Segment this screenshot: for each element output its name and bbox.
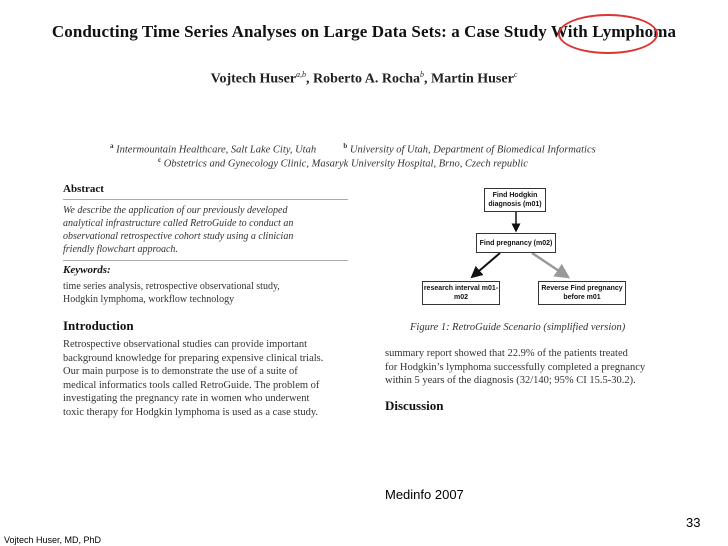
figure-flowchart [410,185,650,310]
introduction-line: Retrospective observational studies can provide important [63,339,308,350]
author-separator: , [306,71,314,87]
abstract-body [63,204,348,256]
abstract-line: observational retrospective cohort study using a clinician [63,231,294,242]
venue-label: Medinfo 2007 [385,487,464,502]
author-affiliation-mark: c [513,70,518,79]
affiliation-text: University of Utah, Department of Biomedical Informatics [349,144,596,156]
author-name: Vojtech Huser [210,71,297,87]
author-list [0,70,728,88]
author-name: Martin Huser [430,71,514,87]
abstract-line: analytical infrastructure called RetroGuide to conduct an [63,218,294,229]
abstract-bottom-rule [63,260,348,261]
affiliation-mark: b [343,142,348,150]
introduction-line: background knowledge for preparing expensive clinical trials. [63,352,324,364]
summary-line: for Hodgkin’s lymphoma successfully completed a pregnancy [385,361,646,373]
paper-title: Conducting Time Series Analyses on Large Data Sets: a Case Study With Lymphoma [51,22,677,41]
abstract-rule [63,199,348,200]
introduction-body [63,338,348,419]
affiliation-line-1 [110,142,650,156]
summary-line: within 5 years of the diagnosis (32/140; 95% CI 15.5-30.2). [385,375,636,386]
introduction-line: toxic therapy for Hodgkin lymphoma is used as a case study. [63,406,319,418]
affiliation-text: Obstetrics and Gynecology Clinic, Masaryk University Hospital, Brno, Czech republic [163,158,528,170]
affiliation-line-2 [158,156,658,170]
introduction-line: medical informatics tools called RetroGuide. The problem of [63,379,320,391]
footer-author: Vojtech Huser, MD, PhD [4,535,102,545]
figure-caption: Figure 1: RetroGuide Scenario (simplified version) [410,322,626,333]
author-name: Roberto A. Rocha [313,71,420,87]
abstract-heading: Abstract [63,183,104,195]
introduction-line: investigating the pregnancy rate in women who underwent [63,393,310,404]
abstract-line: friendly flowchart approach. [63,244,178,255]
summary-line: summary report showed that 22.9% of the patients treated [385,348,628,359]
keywords-body [63,280,348,306]
introduction-heading: Introduction [63,318,134,333]
arrow-left [472,253,500,277]
page-number: 33 [686,515,701,530]
author-separator: , [423,71,431,87]
author-affiliation-mark: b [419,70,424,79]
arrow-right [532,253,568,277]
highlight-circle [558,14,658,54]
box-reverse-find: Reverse Find pregnancy before m01 [538,281,626,305]
box-find-hodgkin: Find Hodgkin diagnosis (m01) [484,188,546,212]
abstract-line: We describe the application of our previously developed [63,205,288,216]
author-affiliation-mark: a,b [296,70,307,79]
keywords-line: Hodgkin lymphoma, workflow technology [63,294,235,305]
introduction-line: Our main purpose is to demonstrate the use of a suite of [63,366,298,377]
discussion-heading: Discussion [385,398,444,413]
box-find-pregnancy: Find pregnancy (m02) [476,233,556,253]
affiliation-mark: c [158,156,162,164]
summary-paragraph [385,347,685,388]
box-research-interval: research interval m01-m02 [422,281,500,305]
keywords-heading: Keywords: [63,264,111,276]
keywords-line: time series analysis, retrospective observational study, [63,281,280,292]
affiliation-text: Intermountain Healthcare, Salt Lake City, Utah [116,144,317,156]
affiliation-mark: a [110,142,114,150]
